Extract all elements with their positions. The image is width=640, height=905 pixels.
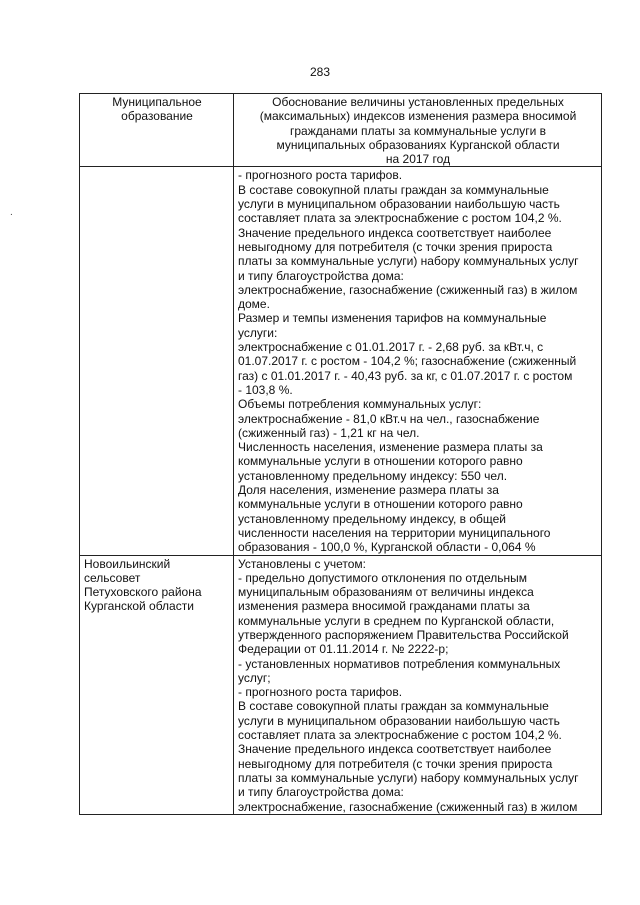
- text-line: Доля населения, изменение размера платы за: [238, 483, 499, 498]
- table-row: [80, 167, 602, 555]
- text-line: и типу благоустройства дома:: [238, 785, 404, 800]
- text-line: муниципальным образованиям от величины индекса: [238, 585, 534, 600]
- text-line: - установленных нормативов потребления коммунальных: [238, 656, 561, 671]
- text-line: установленному предельному индексу, в общей: [238, 511, 506, 526]
- text-line: Численность населения, изменение размера платы за: [238, 440, 543, 455]
- text-line: установленному предельному индексу: 550 чел.: [238, 468, 508, 483]
- text-line: (сжиженный газ) - 1,21 кг на чел.: [238, 425, 420, 440]
- text-line: Значение предельного индекса соответствует наиболее: [238, 742, 552, 757]
- header-justification: [234, 94, 602, 167]
- tariff-justification-table: [79, 93, 602, 815]
- text-line: коммунальные услуги в отношении которого равно: [238, 454, 523, 469]
- justification-cell: [234, 167, 602, 555]
- text-line: электроснабжение с 01.01.2017 г. - 2,68 руб. за кВт.ч, с: [238, 340, 544, 355]
- text-line: - предельно допустимого отклонения по отдельным: [238, 570, 527, 585]
- text-line: коммунальные услуги в среднем по Курганской области,: [238, 613, 555, 628]
- text-line: доме.: [238, 297, 270, 312]
- header-line: Обоснование величины установленных предельных: [272, 95, 564, 109]
- text-line: электроснабжение, газоснабжение (сжиженный газ) в жилом: [238, 799, 578, 814]
- text-line: утвержденного распоряжением Правительства Российской: [238, 627, 569, 642]
- text-line: Размер и темпы изменения тарифов на коммунальные: [238, 311, 547, 326]
- text-line: газ) с 01.01.2017 г. - 40,43 руб. за кг, с 01.07.2017 г. с ростом: [238, 368, 573, 383]
- municipality-line: Петуховского района: [84, 585, 202, 600]
- text-line: платы за коммунальные услуги) набору коммунальных услуг: [238, 770, 579, 785]
- text-line: В составе совокупной платы граждан за коммунальные: [238, 699, 549, 714]
- page-number: 283: [309, 65, 331, 79]
- text-line: составляет плата за электроснабжение с ростом 104,2 %.: [238, 728, 562, 743]
- text-line: В составе совокупной платы граждан за коммунальные: [238, 182, 549, 197]
- text-line: электроснабжение - 81,0 кВт.ч на чел., газоснабжение: [238, 411, 540, 426]
- text-line: 01.07.2017 г. с ростом - 104,2 %; газоснабжение (сжиженный: [238, 354, 577, 369]
- text-line: - прогнозного роста тарифов.: [238, 685, 403, 700]
- municipality-line: сельсовет: [84, 570, 141, 585]
- text-line: услуг;: [238, 670, 271, 685]
- header-line: муниципальных образованиях Курганской области: [276, 137, 560, 152]
- header-line: на 2017 год: [385, 152, 451, 167]
- text-line: Федерации от 01.11.2014 г. № 2222-р;: [238, 642, 449, 657]
- text-line: - 103,8 %.: [238, 382, 293, 397]
- municipality-line: Курганской области: [84, 599, 194, 614]
- table-row: [80, 555, 602, 814]
- municipality-cell: [80, 555, 234, 814]
- text-line: платы за коммунальные услуги) набору коммунальных услуг: [238, 254, 579, 269]
- municipality-cell: [80, 167, 234, 555]
- text-line: и типу благоустройства дома:: [238, 268, 404, 283]
- text-line: Установлены с учетом:: [238, 556, 366, 571]
- text-line: образования - 100,0 %, Курганской области - 0,064 %: [238, 540, 536, 555]
- text-line: Значение предельного индекса соответствует наиболее: [238, 225, 552, 240]
- text-line: услуги:: [238, 325, 278, 340]
- municipality-line: Новоильинский: [84, 556, 171, 571]
- header-line: гражданами платы за коммунальные услуги в: [289, 123, 547, 138]
- table-header-row: [80, 94, 602, 167]
- justification-cell: [234, 555, 602, 814]
- header-line: Муниципальное: [112, 95, 202, 109]
- text-line: коммунальные услуги в отношении которого равно: [238, 497, 523, 512]
- text-line: услуги в муниципальном образовании наибольшую часть: [238, 713, 560, 728]
- text-line: составляет плата за электроснабжение с ростом 104,2 %.: [238, 211, 562, 226]
- text-line: изменения размера вносимой гражданами платы за: [238, 599, 530, 614]
- header-municipality: [80, 94, 234, 167]
- text-line: невыгодному для потребителя (с точки зрения прироста: [238, 756, 553, 771]
- text-line: невыгодному для потребителя (с точки зрения прироста: [238, 239, 553, 254]
- header-line: образование: [121, 109, 193, 124]
- text-line: - прогнозного роста тарифов.: [238, 168, 403, 183]
- scan-speck: .: [10, 207, 13, 218]
- text-line: электроснабжение, газоснабжение (сжиженный газ) в жилом: [238, 282, 578, 297]
- text-line: Объемы потребления коммунальных услуг:: [238, 397, 482, 412]
- header-line: (максимальных) индексов изменения размера вносимой: [259, 109, 577, 124]
- text-line: численности населения на территории муниципального: [238, 525, 551, 540]
- text-line: услуги в муниципальном образовании наибольшую часть: [238, 197, 560, 212]
